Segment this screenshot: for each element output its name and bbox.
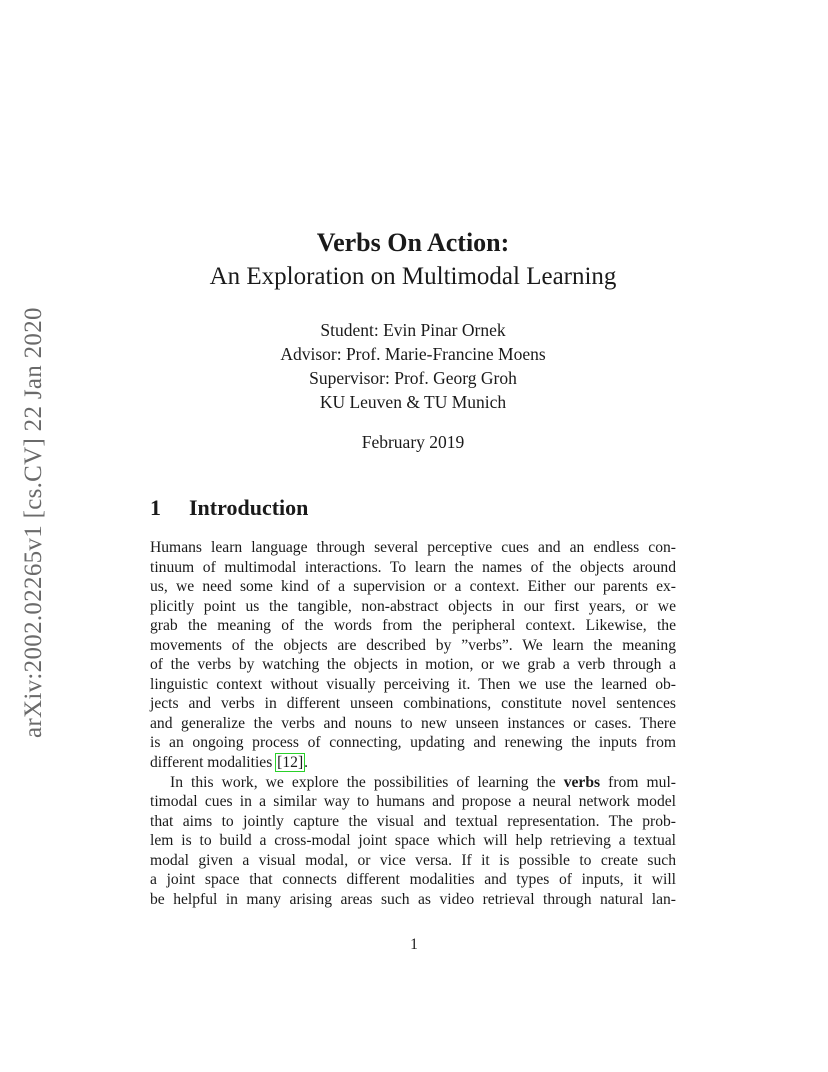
paragraph-1-line: tinuum of multimodal interactions. To learn the names of the objects around bbox=[150, 558, 676, 576]
paragraph-2-first-text: In this work, we explore the possibilities of learning the bbox=[170, 773, 564, 791]
paragraph-2-line: modal given a visual modal, or vice versa. If it is possible to create such bbox=[150, 851, 676, 869]
page-number: 1 bbox=[410, 936, 418, 953]
paragraph-1-last-text: different modalities bbox=[150, 754, 277, 772]
author-student: Student: Evin Pinar Ornek bbox=[320, 320, 506, 340]
paragraph-1-last-line bbox=[150, 753, 676, 773]
section-heading-introduction bbox=[150, 494, 308, 522]
author-block bbox=[150, 318, 676, 414]
paragraph-1-period: . bbox=[304, 754, 309, 772]
paragraph-1-line: movements of the objects are described by ”verbs”. We learn the meaning bbox=[150, 636, 676, 654]
paragraph-1-line: us, we need some kind of a supervision or a context. Either our parents ex- bbox=[150, 578, 676, 596]
title-block bbox=[150, 226, 676, 454]
paragraph-2-line: lem is to build a cross-modal joint space which will help retrieving a textual bbox=[150, 832, 676, 850]
paper-date: February 2019 bbox=[361, 432, 465, 452]
author-advisor: Advisor: Prof. Marie-Francine Moens bbox=[280, 344, 546, 364]
paragraph-2-line: be helpful in many arising areas such as video retrieval through natural lan- bbox=[150, 890, 676, 908]
emphasis-verbs: verbs bbox=[563, 773, 601, 791]
author-supervisor: Supervisor: Prof. Georg Groh bbox=[309, 368, 517, 388]
paragraph-1-line: of the verbs by watching the objects in motion, or we grab a verb through a bbox=[150, 656, 676, 674]
paragraph-2-first-line bbox=[150, 773, 676, 793]
paragraph-1-line: plicitly point us the tangible, non-abstract objects in our first years, or we bbox=[150, 597, 676, 615]
paragraph-2-first-suffix: from mul- bbox=[600, 773, 676, 791]
citation-link[interactable]: [12] bbox=[277, 754, 304, 772]
introduction-body bbox=[150, 538, 676, 909]
paragraph-1-line: grab the meaning of the words from the peripheral context. Likewise, the bbox=[150, 617, 676, 635]
paragraph-1-line: is an ongoing process of connecting, updating and renewing the inputs from bbox=[150, 734, 676, 752]
paragraph-1-line: Humans learn language through several perceptive cues and an endless con- bbox=[150, 539, 676, 556]
paragraph-2-line: timodal cues in a similar way to humans and propose a neural network model bbox=[150, 793, 676, 811]
paragraph-1-line: jects and verbs in different unseen combinations, constitute novel sentences bbox=[150, 695, 676, 713]
paragraph-2-line: that aims to jointly capture the visual and textual representation. The prob- bbox=[150, 812, 676, 830]
paragraph-1-line: linguistic context without visually perceiving it. Then we use the learned ob- bbox=[150, 675, 676, 693]
author-affiliation: KU Leuven & TU Munich bbox=[319, 392, 507, 412]
paper-subtitle: An Exploration on Multimodal Learning bbox=[209, 263, 617, 290]
paragraph-1-line: and generalize the verbs and nouns to new unseen instances or cases. There bbox=[150, 714, 676, 732]
section-title: Introduction bbox=[189, 495, 309, 520]
paragraph-2-line: a joint space that connects different modalities and types of inputs, it will bbox=[150, 871, 676, 889]
paper-title: Verbs On Action: bbox=[316, 228, 510, 257]
arxiv-identifier-stamp: arXiv:2002.02265v1 [cs.CV] 22 Jan 2020 bbox=[20, 307, 47, 739]
section-number: 1 bbox=[150, 495, 161, 520]
